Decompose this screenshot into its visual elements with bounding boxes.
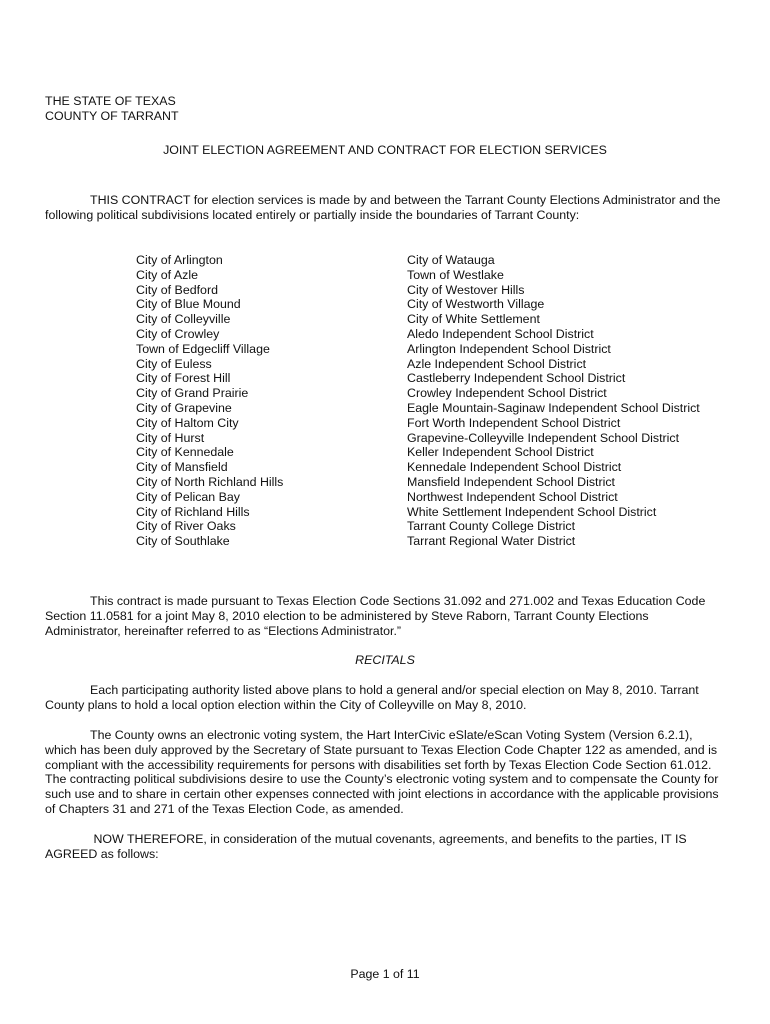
subdivision-item: City of Arlington (136, 253, 223, 267)
subdivision-item: Azle Independent School District (407, 356, 587, 371)
subdivision-item: Keller Independent School District (407, 445, 594, 460)
recital-2-text: The County owns an electronic voting system, the Hart InterCivic eSlate/eScan Voting System (Version 6.2.1), which has been duly approved by the Secretary of State pursuant to Texas Election Code Chapter 122 as amended, and is compliant with the accessibility requirements for persons with disabilities set forth by Texas Election Code Section 61.012. The contracting political subdivisions desire to use the County’s electronic voting system and to compensate the County for such use and to share in certain other expenses connected with joint elections in accordance with the applicable provisions of Chapters 31 and 271 of the Texas Election Code, as amended. (45, 728, 719, 816)
subdivision-item: City of Forest Hill (136, 371, 231, 386)
subdivision-item: City of Southlake (136, 534, 230, 549)
recitals-heading: RECITALS (355, 653, 415, 667)
agreement-text: NOW THEREFORE, in consideration of the mutual covenants, agreements, and benefits to the parties, IT IS AGREED as follows: (45, 832, 690, 861)
subdivision-item: City of Grand Prairie (136, 386, 249, 401)
recital-1-text: Each participating authority listed above plans to hold a general and/or special election on May 8, 2010. Tarrant County plans to hold a local option election within the City of Colleyville on May 8, 2010. (45, 683, 699, 712)
subdivision-item: City of North Richland Hills (136, 474, 284, 489)
subdivision-item: City of Haltom City (136, 415, 239, 430)
subdivision-item: Eagle Mountain-Saginaw Independent School District (407, 400, 700, 415)
subdivision-item: Kennedale Independent School District (407, 460, 622, 475)
subdivision-item: City of Pelican Bay (136, 489, 240, 504)
subdivision-item: White Settlement Independent School District (407, 504, 657, 519)
subdivision-item: City of River Oaks (136, 519, 236, 534)
subdivision-item: Fort Worth Independent School District (407, 415, 621, 430)
subdivision-item: Aledo Independent School District (407, 326, 594, 341)
subdivision-item: City of Blue Mound (136, 297, 241, 312)
subdivision-item: City of Azle (136, 267, 198, 282)
subdivision-item: City of Grapevine (136, 400, 232, 415)
subdivision-item: City of Westworth Village (407, 297, 545, 312)
subdivision-item: City of Richland Hills (136, 504, 250, 519)
subdivision-item: City of Crowley (136, 326, 220, 341)
recital-paragraph (45, 683, 725, 713)
subdivision-item: Mansfield Independent School District (407, 474, 616, 489)
pursuant-text: This contract is made pursuant to Texas Election Code Sections 31.092 and 271.002 and Texas Education Code Section 11.0581 for a joint May 8, 2010 election to be administered by Steve Raborn, Tarrant County Elections Administrator, hereinafter referred to as “Elections Administrator.” (45, 594, 706, 638)
subdivision-item: City of Watauga (407, 253, 495, 267)
document-title: JOINT ELECTION AGREEMENT AND CONTRACT FOR ELECTION SERVICES (163, 143, 607, 157)
page-number: Page 1 of 11 (350, 967, 420, 981)
subdivision-item: City of Kennedale (136, 445, 234, 460)
county-heading: COUNTY OF TARRANT (45, 109, 179, 123)
subdivision-item: Grapevine-Colleyville Independent School District (407, 430, 680, 445)
subdivision-item: City of Westover Hills (407, 282, 525, 297)
intro-text: THIS CONTRACT for election services is made by and between the Tarrant County Elections Administrator and the following political subdivisions located entirely or partially inside the boundaries of Tarrant County: (45, 193, 721, 222)
subdivision-item: City of Colleyville (136, 312, 231, 327)
subdivision-item: Town of Westlake (407, 267, 504, 282)
subdivision-item: City of Bedford (136, 282, 218, 297)
subdivision-item: Northwest Independent School District (407, 489, 618, 504)
subdivision-item: Tarrant Regional Water District (407, 534, 576, 549)
subdivision-item: City of Mansfield (136, 460, 228, 475)
subdivision-item: Castleberry Independent School District (407, 371, 626, 386)
pursuant-paragraph (45, 594, 725, 638)
state-heading: THE STATE OF TEXAS (45, 94, 176, 108)
subdivision-item: City of Euless (136, 356, 212, 371)
subdivision-item: Tarrant County College District (407, 519, 576, 534)
subdivision-item: City of Hurst (136, 430, 205, 445)
subdivision-item: City of White Settlement (407, 312, 540, 327)
subdivision-item: Arlington Independent School District (407, 341, 611, 356)
subdivision-list-right (407, 253, 700, 549)
agreement-paragraph (45, 832, 725, 862)
subdivision-list-left (136, 253, 283, 549)
subdivision-item: Town of Edgecliff Village (136, 341, 270, 356)
recital-paragraph (45, 728, 725, 817)
subdivision-item: Crowley Independent School District (407, 386, 607, 401)
intro-paragraph (45, 193, 725, 223)
